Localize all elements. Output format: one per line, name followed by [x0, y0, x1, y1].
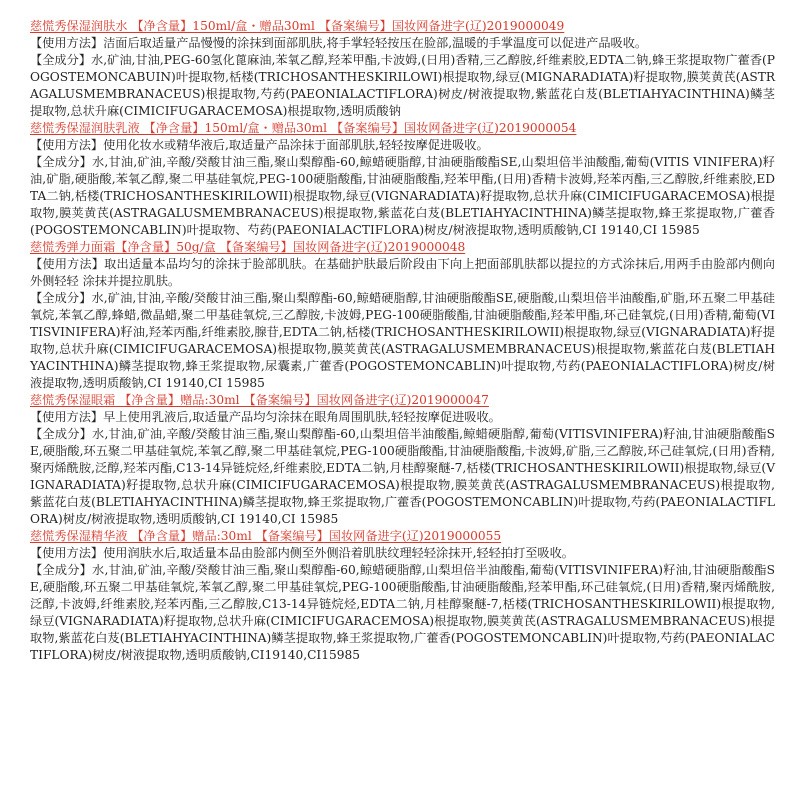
product-title: 慈慌秀保湿润肤乳液 【净含量】150ml/盒・赠品30ml 【备案编号】国妆网备进字(辽)2019000054 — [30, 121, 577, 135]
usage-text: 【使用方法】取出适量本品均匀的涂抹于脸部肌肤。在基础护肤最后阶段由下向上把面部肌肤都以提拉的方式涂抹后,用两手由脸部内侧向外侧轻轻 涂抹并提拉肌肤。 — [30, 257, 775, 288]
product-title: 慈慌秀弹力面霜【净含量】50g/盒 【备案编号】国妆网备进字(辽)2019000048 — [30, 240, 466, 254]
product-block-toner — [30, 18, 775, 120]
usage-text: 【使用方法】使用化妆水或精华液后,取适量产品涂抹于面部肌肤,轻轻按摩促进吸收。 — [30, 138, 489, 152]
product-title: 慈慌秀保湿眼霜 【净含量】赠品:30ml 【备案编号】国妆网备进字(辽)2019000047 — [30, 393, 489, 407]
usage-text: 【使用方法】洁面后取适量产品慢慢的涂抹到面部肌肤,将手掌轻轻按压在脸部,温暖的手掌温度可以促进产品吸收。 — [30, 36, 648, 50]
product-title: 慈慌秀保湿精华液 【净含量】赠品:30ml 【备案编号】国妆网备进字(辽)2019000055 — [30, 529, 502, 543]
usage-text: 【使用方法】使用润肤水后,取适量本品由脸部内侧至外侧沿着肌肤纹理轻轻涂抹开,轻轻拍打至吸收。 — [30, 546, 574, 560]
product-block-cream — [30, 239, 775, 392]
ingredients-text: 【全成分】水,矿油,甘油,辛酸/癸酸甘油三酯,聚山梨醇酯-60,鲸蜡硬脂醇,甘油硬脂酸酯SE,硬脂酸,山梨坦倍半油酸酯,矿脂,环五聚二甲基硅氧烷,苯氧乙醇,蜂蜡,微晶蜡,聚二甲基硅氧烷,三乙醇胺,卡波姆,PEG-100硬脂酸酯,甘油硬脂酸酯,羟苯甲酯,环己硅氧烷,(日用)香精,葡萄(VITISVINIFERA)籽油,羟苯丙酯,纤维素胶,腺苷,EDTA二钠,栝楼(TRICHOSANTHESKIRILOWII)根提取物,绿豆(VIGNARADIATA)籽提取物,总状升麻(CIMICIFUGARACEMOSA)根提取物,膜荚黄芪(ASTRAGALUSMEMBRANACEUS)根提取物,紫蓝花白芨(BLETIAHYACINTHINA)鳞茎提取物,蜂王浆提取物,尿囊素,广藿香(POGOSTEMONCABLIN)叶提取物,芍药(PAEONIALACTIFLORA)树皮/树液提取物,透明质酸钠,CI 19140,CI 15985 — [30, 291, 775, 390]
ingredients-text: 【全成分】水,甘油,矿油,辛酸/癸酸甘油三酯,聚山梨醇酯-60,鲸蜡硬脂醇,甘油硬脂酸酯SE,山梨坦倍半油酸酯,葡萄(VITIS VINIFERA)籽油,矿脂,硬脂酸,苯氧乙醇,聚二甲基硅氧烷,PEG-100硬脂酸酯,甘油硬脂酸酯,羟苯甲酯,(日用)香精卡波姆,羟苯丙酯,三乙醇胺,纤维素胶,EDTA二钠,栝楼(TRICHOSANTHESKIRILOWII)根提取物,绿豆(VIGNARADIATA)籽提取物,总状升麻(CIMICIFUGARACEMOSA)根提取物,膜荚黄芪(ASTRAGALUSMEMBRANACEUS)根提取物,紫蓝花白芨(BLETIAHYACINTHINA)鳞茎提取物,蜂王浆提取物,广藿香(POGOSTEMONCABLIN)叶提取物、芍药(PAEONIALACTIFLORA)树皮/树液提取物,透明质酸钠,CI 19140,CI 15985 — [30, 155, 775, 237]
product-block-lotion — [30, 120, 775, 239]
product-block-eye-cream — [30, 392, 775, 528]
product-title: 慈慌秀保湿润肤水 【净含量】150ml/盒・赠品30ml 【备案编号】国妆网备进字(辽)2019000049 — [30, 19, 565, 33]
ingredients-text: 【全成分】水,甘油,矿油,辛酸/癸酸甘油三酯,聚山梨醇酯-60,鲸蜡硬脂醇,山梨坦倍半油酸酯,葡萄(VITISVINIFERA)籽油,甘油硬脂酸酯SE,硬脂酸,环五聚二甲基硅氧烷,苯氧乙醇,聚二甲基硅氧烷,PEG-100硬脂酸酯,甘油硬脂酸酯,羟苯甲酯,环己硅氧烷,(日用)香精,聚丙烯酰胺,泛醇,卡波姆,纤维素胶,羟苯丙酯,三乙醇胺,C13-14异链烷烃,EDTA二钠,月桂醇聚醚-7,栝楼(TRICHOSANTHESKIRILOWII)根提取物,绿豆(VIGNARADIATA)籽提取物,总状升麻(CIMICIFUGARACEMOSA)根提取物,膜荚黄芪(ASTRAGALUSMEMBRANACEUS)根提取物,紫蓝花白芨(BLETIAHYACINTHINA)鳞茎提取物,蜂王浆提取物,广藿香(POGOSTEMONCABLIN)叶提取物,芍药(PAEONIALACTIFLORA)树皮/树液提取物,透明质酸钠,CI19140,CI15985 — [30, 563, 775, 662]
product-document — [30, 18, 775, 664]
ingredients-text: 【全成分】水,矿油,甘油,PEG-60氢化蓖麻油,苯氧乙醇,羟苯甲酯,卡波姆,(日用)香精,三乙醇胺,纤维素胶,EDTA二钠,蜂王浆提取物广藿香(POGOSTEMONCABUIN)叶提取物,栝楼(TRICHOSANTHESKIRILOWI)根提取物,绿豆(MIGNARADIATA)籽提取物,膜荚黄芪(ASTRAGALUSMEMBRANACEUS)根提取物,芍药(PAEONIALACTIFLORA)树皮/树液提取物,紫蓝花白芨(BLETIAHYACINTHINA)鳞茎提取物,总状升麻(CIMICIFUGARACEMOSA)根提取物,透明质酸钠 — [30, 53, 775, 118]
product-block-essence — [30, 528, 775, 664]
ingredients-text: 【全成分】水,甘油,矿油,辛酸/癸酸甘油三酯,聚山梨醇酯-60,山梨坦倍半油酸酯,鲸蜡硬脂醇,葡萄(VITISVINIFERA)籽油,甘油硬脂酸酯SE,硬脂酸,环五聚二甲基硅氧烷,苯氧乙醇,聚二甲基硅氧烷,PEG-100硬脂酸酯,甘油硬脂酸酯,卡波姆,矿脂,三乙醇胺,环己硅氧烷,(日用)香精,聚丙烯酰胺,泛醇,羟苯丙酯,C13-14异链烷烃,纤维素胶,EDTA二钠,月桂醇聚醚-7,栝楼(TRICHOSANTHESKIRILOWII)根提取物,绿豆(VIGNARADIATA)籽提取物,总状升麻(CIMICIFUGARACEMOSA)根提取物,膜荚黄芪(ASTRAGALUSMEMBRANACEUS)根提取物,紫蓝花白芨(BLETIAHYACINTHINA)鳞茎提取物,蜂王浆提取物,广藿香(POGOSTEMONCABLIN)叶提取物,芍药(PAEONIALACTIFLORA)树皮/树液提取物,透明质酸钠,CI 19140,CI 15985 — [30, 427, 775, 526]
usage-text: 【使用方法】早上使用乳液后,取适量产品均匀涂抹在眼角周围肌肤,轻轻按摩促进吸收。 — [30, 410, 501, 424]
